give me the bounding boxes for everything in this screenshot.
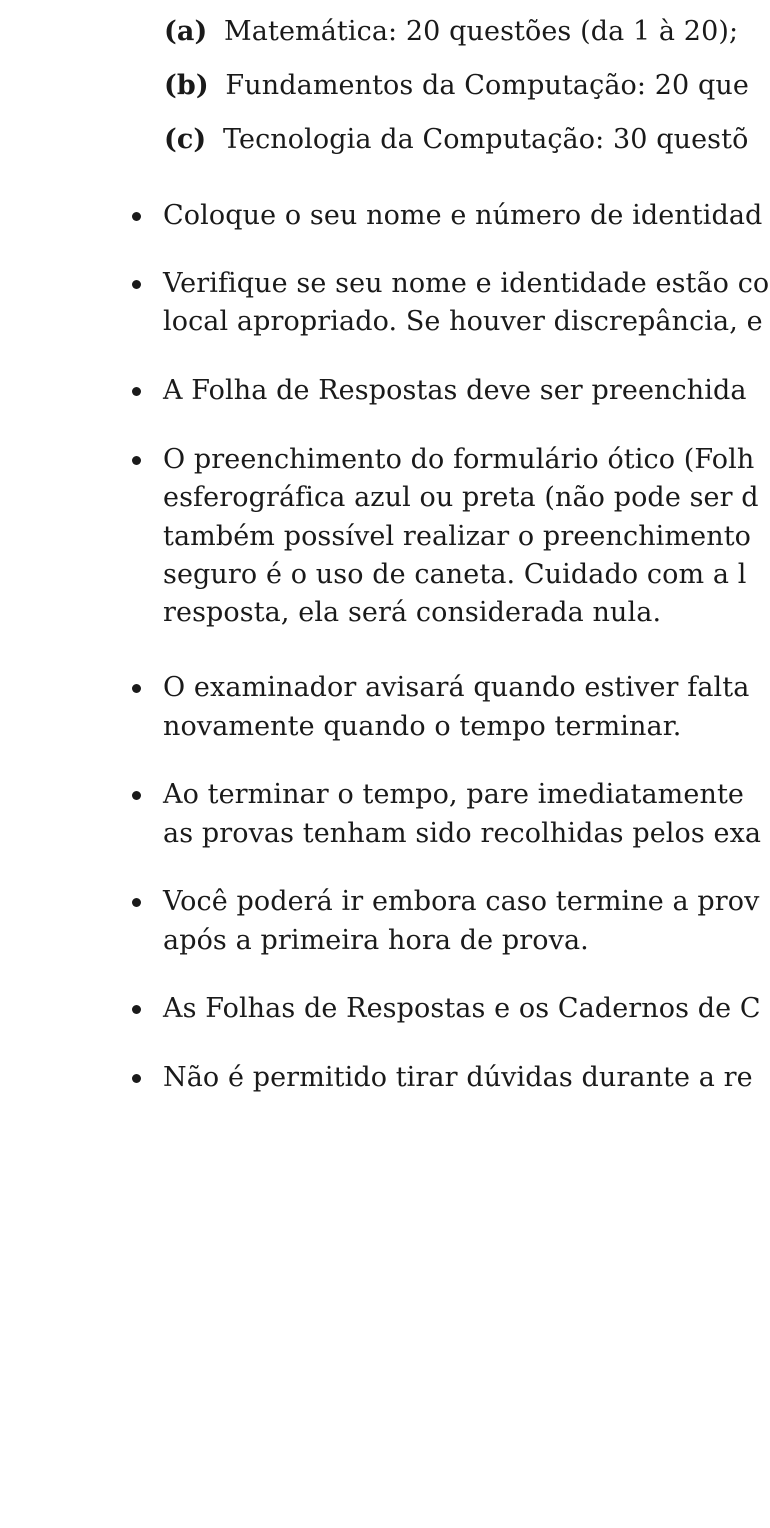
bullet-4-line-4: seguro é o uso de caneta. Cuidado com a l xyxy=(163,559,747,590)
bullet-2-line-1: Verifique se seu nome e identidade estão co xyxy=(163,268,770,299)
bullet-icon xyxy=(132,898,141,907)
bullet-icon xyxy=(132,791,141,800)
sublist-text: Matemática: 20 questões (da 1 à 20); xyxy=(224,16,739,47)
bullet-icon xyxy=(132,280,141,289)
sublist-item-a xyxy=(164,16,738,48)
sublist-item-b xyxy=(164,70,749,102)
bullet-5-line-1: O examinador avisará quando estiver falta xyxy=(163,672,750,703)
sublist-text: Tecnologia da Computação: 30 questõ xyxy=(222,124,749,155)
bullet-7-line-2: após a primeira hora de prova. xyxy=(163,925,589,956)
bullet-6-line-2: as provas tenham sido recolhidas pelos exa xyxy=(163,818,762,849)
bullet-4-line-3: também possível realizar o preenchimento xyxy=(163,521,751,552)
bullet-icon xyxy=(132,387,141,396)
sublist-label: (b) xyxy=(164,70,209,101)
bullet-4-line-5: resposta, ela será considerada nula. xyxy=(163,597,662,628)
bullet-4-line-1: O preenchimento do formulário ótico (Folh xyxy=(163,444,755,475)
bullet-9-line-1: Não é permitido tirar dúvidas durante a re xyxy=(163,1062,753,1093)
sublist-text: Fundamentos da Computação: 20 que xyxy=(225,70,749,101)
sublist-item-c xyxy=(164,124,748,156)
bullet-icon xyxy=(132,212,141,221)
bullet-3-line-1: A Folha de Respostas deve ser preenchida xyxy=(163,375,747,406)
bullet-6-line-1: Ao terminar o tempo, pare imediatamente xyxy=(163,779,744,810)
bullet-1-line-1: Coloque o seu nome e número de identidad xyxy=(163,200,763,231)
bullet-4-line-2: esferográfica azul ou preta (não pode ser d xyxy=(163,482,759,513)
bullet-icon xyxy=(132,684,141,693)
sublist-label: (a) xyxy=(164,16,208,47)
sublist-label: (c) xyxy=(164,124,207,155)
bullet-8-line-1: As Folhas de Respostas e os Cadernos de C xyxy=(163,993,761,1024)
bullet-icon xyxy=(132,1074,141,1083)
bullet-2-line-2: local apropriado. Se houver discrepância, e xyxy=(163,306,763,337)
bullet-icon xyxy=(132,1005,141,1014)
bullet-icon xyxy=(132,456,141,465)
bullet-5-line-2: novamente quando o tempo terminar. xyxy=(163,711,682,742)
bullet-7-line-1: Você poderá ir embora caso termine a prov xyxy=(163,886,760,917)
